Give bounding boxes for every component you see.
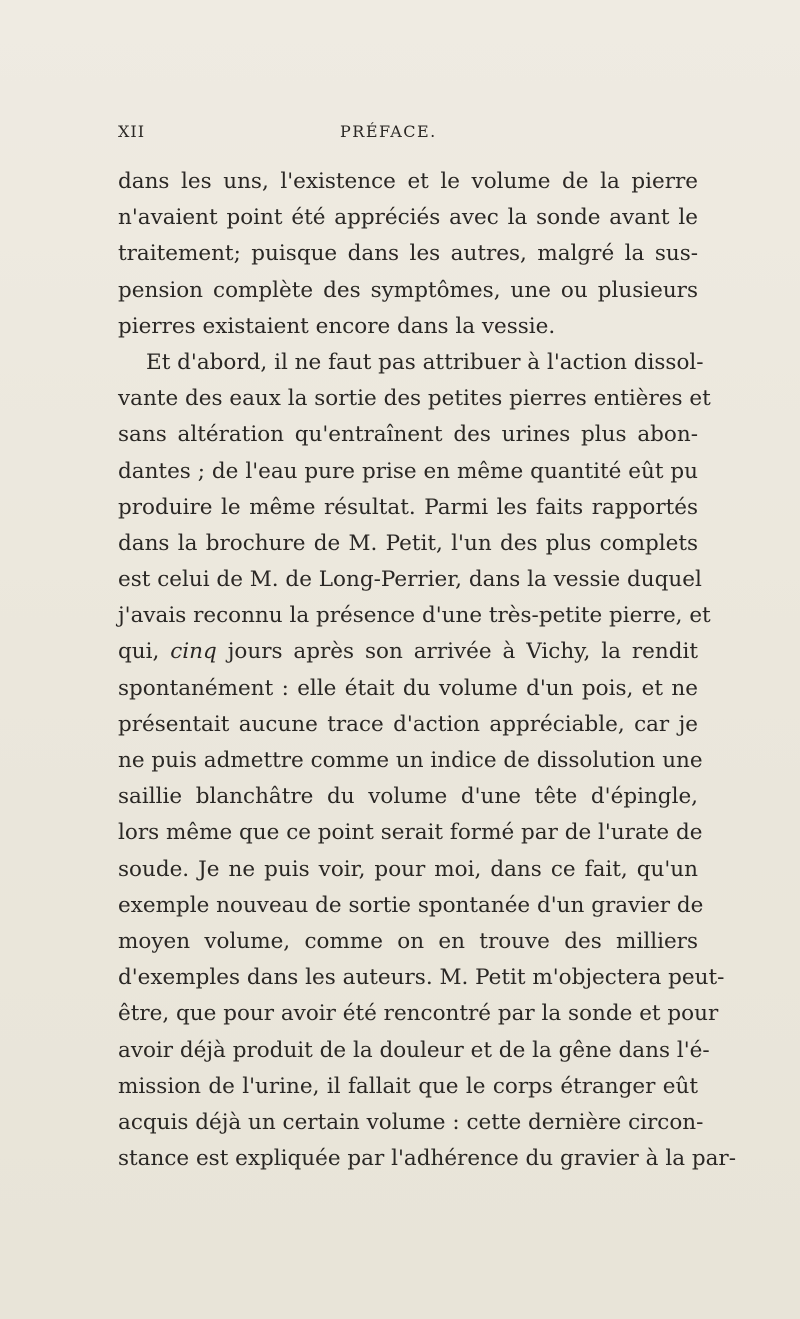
text-line: dans les uns, l'existence et le volume de la pierre: [118, 169, 698, 194]
text-line: sans altération qu'entraînent des urines plus abon-: [118, 422, 698, 448]
text-line: soude. Je ne puis voir, pour moi, dans ce fait, qu'un: [118, 856, 698, 882]
text-line: d'exemples dans les auteurs. M. Petit m'objectera peut-: [118, 965, 725, 991]
page-number: XII: [118, 122, 146, 141]
text-line: pierres existaient encore dans la vessie.: [118, 313, 556, 339]
text-line: mission de l'urine, il fallait que le corps étranger eût: [118, 1073, 698, 1099]
text-line: ne puis admettre comme un indice de dissolution une: [118, 748, 703, 773]
page-header: [118, 122, 698, 146]
text-line: traitement; puisque dans les autres, malgré la sus-: [118, 241, 698, 267]
text-line: est celui de M. de Long-Perrier, dans la vessie duquel: [118, 567, 702, 593]
text-line: vante des eaux la sortie des petites pierres entières et: [118, 386, 711, 412]
text-line: saillie blanchâtre du volume d'une tête d'épingle,: [118, 784, 698, 810]
text-line-with-italic: [118, 634, 698, 670]
italic-word: cinq: [170, 639, 217, 665]
text-line: exemple nouveau de sortie spontanée d'un gravier de: [118, 892, 704, 918]
text-line: lors même que ce point serait formé par de l'urate de: [118, 820, 703, 846]
text-line: produire le même résultat. Parmi les faits rapportés: [118, 494, 698, 520]
text-line: moyen volume, comme on en trouve des milliers: [118, 928, 698, 954]
text-line: dantes ; de l'eau pure prise en même quantité eût pu: [118, 458, 698, 484]
text-line: spontanément : elle était du volume d'un pois, et ne: [118, 675, 698, 701]
text-line: Et d'abord, il ne faut pas attribuer à l'action dissol-: [146, 349, 704, 375]
text-line: stance est expliquée par l'adhérence du gravier à la par-: [118, 1146, 736, 1172]
running-head: PRÉFACE.: [340, 122, 437, 141]
text-segment: jours après son arrivée à Vichy, la rendit: [227, 639, 698, 665]
text-line: dans la brochure de M. Petit, l'un des plus complets: [118, 530, 698, 556]
text-line: être, que pour avoir été rencontré par la sonde et pour: [118, 1001, 719, 1027]
text-line: présentait aucune trace d'action appréciable, car je: [118, 711, 698, 737]
text-line: n'avaient point été appréciés avec la sonde avant le: [118, 205, 698, 231]
text-line: acquis déjà un certain volume : cette dernière circon-: [118, 1109, 704, 1135]
body-text: [118, 164, 736, 1177]
text-line: avoir déjà produit de la douleur et de la gêne dans l'é-: [118, 1037, 710, 1063]
text-segment: qui,: [118, 639, 160, 665]
text-line: j'avais reconnu la présence d'une très-petite pierre, et: [118, 603, 711, 629]
text-line: pension complète des symptômes, une ou plusieurs: [118, 277, 698, 303]
